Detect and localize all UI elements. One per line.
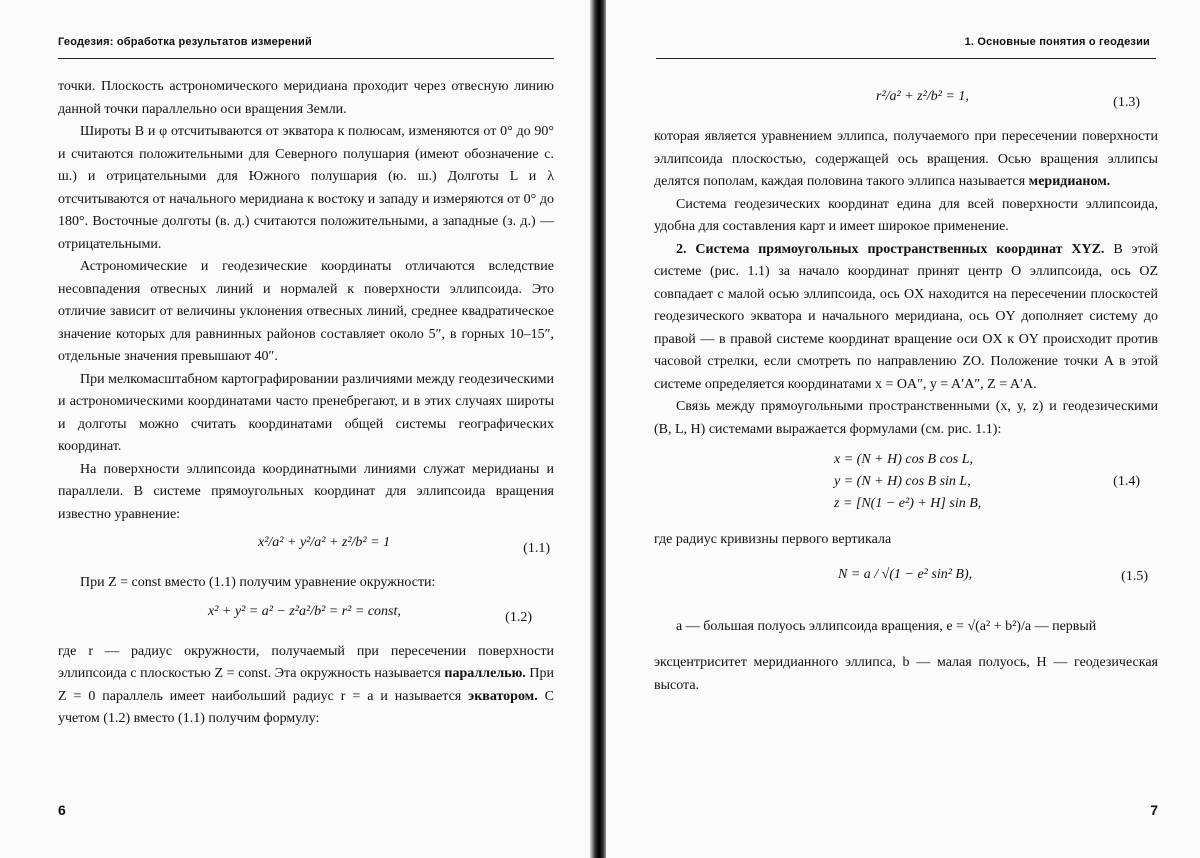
equation-line: x = (N + H) cos B cos L, xyxy=(834,452,974,467)
paragraph: эксцентриситет меридианного эллипса, b — малая полуось, H — геодезическая высота. xyxy=(654,655,1158,693)
page-number: 7 xyxy=(1150,802,1158,818)
equation-1-2 xyxy=(58,595,554,641)
text-run: В этой системе (рис. 1.1) за начало координат принят центр O эллипсоида, ось OZ совпадает с малой осью эллипсоида, ось OX находится на пересечении плоскостей геодезического экватора и начального меридиана, ось OY дополняет систему до правой — в правой системе координат вращение оси OX к OY происходит против часовой стрелки, если смотреть по направлению ZO. Положение точки A в этой системе определяется координатами x = OA″, y = A′A″, Z = A′A. xyxy=(654,241,1158,392)
paragraph: Широты B и φ отсчитываются от экватора к полюсам, изменяются от 0° до 90° и считаются положительными для Северного полушария (имеют обозначение с. ш.) и отрицательными для Южного полушария (ю. ш.) Долготы L и λ отсчитываются от начального меридиана к востоку и западу и измеряются от 0° до 180°. Восточные долготы (в. д.) считаются положительными, а западные (з. д.) — отрицательными. xyxy=(58,124,554,252)
right-page xyxy=(606,0,1200,858)
paragraph: Астрономические и геодезические координаты отличаются вследствие несовпадения отвесных линий и нормалей к поверхности эллипсоида. Это отличие зависит от величины уклонения отвесных линий, среднее квадратическое значение которых для равнинных районов составляет около 5″, в горных 10–15″, отдельные значения превышают 40″. xyxy=(58,259,554,364)
equation-line: z = [N(1 − e²) + H] sin B, xyxy=(834,496,982,511)
equation-number: (1.1) xyxy=(523,541,550,556)
paragraph xyxy=(654,126,1158,194)
equation-1-5 xyxy=(654,552,1158,602)
equation-number: (1.4) xyxy=(1113,474,1140,489)
text-run: где r — радиус окружности, получаемый при пересечении поверхности эллипсоида с плоскостью Z = const. Эта окружность называется xyxy=(58,643,554,681)
paragraph: точки. Плоскость астрономического меридиана проходит через отвесную линию данной точки параллельно оси вращения Земли. xyxy=(58,79,554,117)
running-header: 1. Основные понятия о геодезии xyxy=(964,36,1150,48)
paragraph: где радиус кривизны первого вертикала xyxy=(654,532,892,547)
equation-1-3 xyxy=(654,80,1158,126)
term-bold: меридианом. xyxy=(1028,174,1111,189)
paragraph xyxy=(654,239,1158,397)
paragraph: Система геодезических координат едина для всей поверхности эллипсоида, удобна для составления карт и имеет широкое применение. xyxy=(654,196,1158,234)
paragraph: Связь между прямоугольными пространственными (x, y, z) и геодезическими (B, L, H) системами выражается формулами (см. рис. 1.1): xyxy=(654,399,1158,437)
paragraph: На поверхности эллипсоида координатными линиями служат меридианы и параллели. В системе прямоугольных координат для эллипсоида вращения известно уравнение: xyxy=(58,461,554,522)
left-page xyxy=(0,0,592,858)
paragraph: a — большая полуось эллипсоида вращения, e = √(a² + b²)/a — первый xyxy=(676,618,1097,634)
paragraph: При мелкомасштабном картографировании различиями между геодезическими и астрономическими координатами часто пренебрегают, и в этих случаях широты и долготы можно считать координатами общей системы географических координат. xyxy=(58,371,554,454)
right-page-text xyxy=(654,80,1158,697)
equation-system xyxy=(834,449,981,515)
equation-1-4 xyxy=(654,441,1158,523)
page-number: 6 xyxy=(58,802,66,818)
equation-number: (1.5) xyxy=(1121,568,1148,584)
equation-body: x² + y² = a² − z²a²/b² = r² = const, xyxy=(208,603,401,619)
header-rule xyxy=(656,58,1156,59)
section-heading: 2. Система прямоугольных пространственных координат XYZ. xyxy=(676,241,1105,257)
equation-line: y = (N + H) cos B sin L, xyxy=(834,474,971,489)
equation-number: (1.2) xyxy=(505,609,532,625)
text-run: При Z = 0 параллель имеет наибольший радиус r = a и называется xyxy=(58,666,554,704)
text-run: С учетом (1.2) вместо (1.1) получим формулу: xyxy=(58,688,554,726)
equation-body: r²/a² + z²/b² = 1, xyxy=(876,89,969,104)
header-rule xyxy=(58,58,554,59)
text-run: которая является уравнением эллипса, получаемого при пересечении поверхности эллипсоида плоскостью, содержащей ось вращения. Осью вращения эллипсы делятся пополам, каждая половина такого эллипса называется xyxy=(654,129,1158,189)
term-bold: параллелью. xyxy=(444,666,526,681)
running-header: Геодезия: обработка результатов измерений xyxy=(58,36,312,48)
term-bold: экватором. xyxy=(468,688,538,704)
equation-body: N = a / √(1 − e² sin² B), xyxy=(838,566,973,582)
paragraph xyxy=(58,641,554,731)
equation-number: (1.3) xyxy=(1113,95,1140,110)
paragraph: При Z = const вместо (1.1) получим уравнение окружности: xyxy=(80,575,436,590)
equation-body: x²/a² + y²/a² + z²/b² = 1 xyxy=(258,535,391,550)
left-page-text xyxy=(58,76,554,731)
equation-1-1 xyxy=(58,526,554,572)
